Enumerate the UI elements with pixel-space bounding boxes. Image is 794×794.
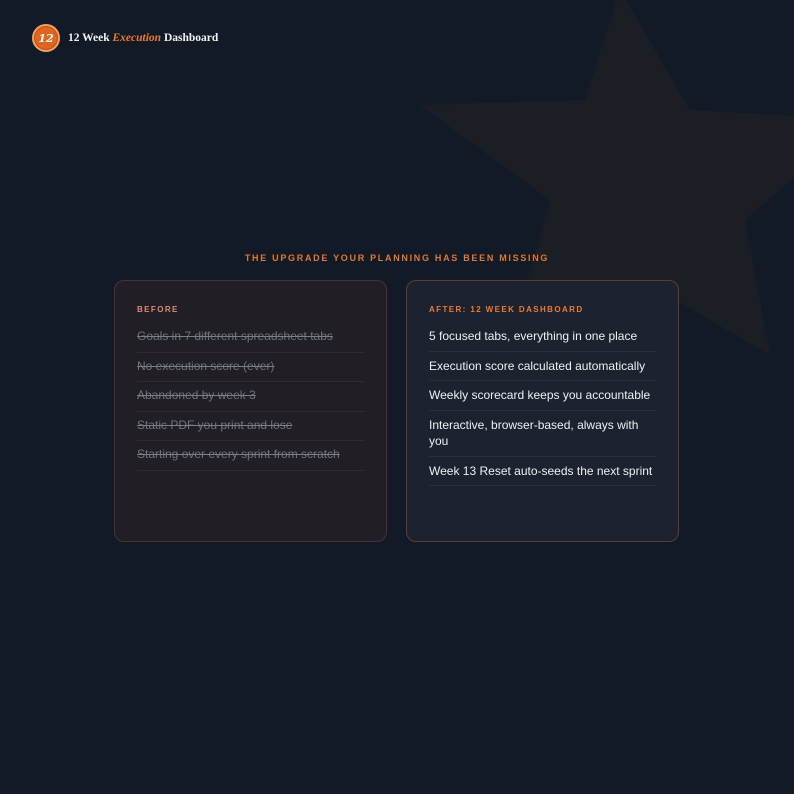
brand-name-suffix: Dashboard xyxy=(161,32,219,44)
after-list-item: Week 13 Reset auto-seeds the next sprint xyxy=(429,463,656,487)
logo-badge-icon: 12 xyxy=(32,24,60,52)
before-list-item: Static PDF you print and lose xyxy=(137,417,364,442)
before-list xyxy=(137,328,364,471)
after-list-item: 5 focused tabs, everything in one place xyxy=(429,328,656,352)
after-list-item: Interactive, browser-based, always with you xyxy=(429,417,656,457)
after-card xyxy=(406,280,679,542)
after-list-item: Execution score calculated automatically xyxy=(429,358,656,382)
before-list-item: No execution score (ever) xyxy=(137,358,364,383)
before-card xyxy=(114,280,387,542)
before-list-item: Starting over every sprint from scratch xyxy=(137,446,364,471)
brand-name xyxy=(68,32,218,44)
after-list xyxy=(429,328,656,486)
brand-header[interactable] xyxy=(32,24,218,52)
after-list-item: Weekly scorecard keeps you accountable xyxy=(429,387,656,411)
before-list-item: Goals in 7 different spreadsheet tabs xyxy=(137,328,364,353)
before-card-label: BEFORE xyxy=(137,305,179,314)
brand-name-prefix: 12 Week xyxy=(68,32,113,44)
brand-name-accent: Execution xyxy=(112,32,162,44)
section-eyebrow: THE UPGRADE YOUR PLANNING HAS BEEN MISSING xyxy=(244,253,550,263)
after-card-label: AFTER: 12 WEEK DASHBOARD xyxy=(429,305,584,314)
before-list-item: Abandoned by week 3 xyxy=(137,387,364,412)
